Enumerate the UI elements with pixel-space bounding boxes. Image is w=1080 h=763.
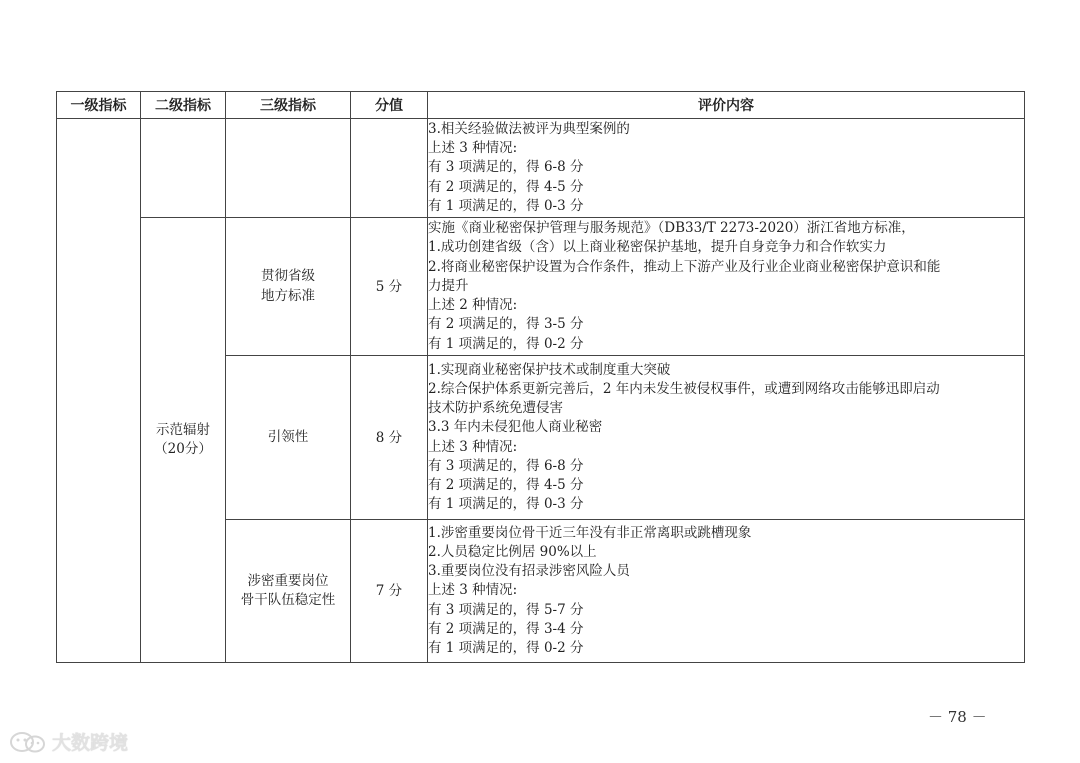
content-line: 技术防护系统免遭侵害 (428, 400, 563, 417)
tertiary-indicator-cell (226, 218, 351, 356)
content-line: 上述 3 种情况: (428, 438, 518, 455)
score-cell: 5 分 (351, 218, 428, 356)
header-primary-indicator: 一级指标 (57, 92, 141, 119)
page-number: － 78 － (928, 708, 987, 726)
primary-indicator-cell (57, 119, 141, 663)
content-line: 1.涉密重要岗位骨干近三年没有非正常离职或跳槽现象 (428, 524, 752, 541)
tertiary-indicator-name: 贯彻省级 (261, 268, 315, 285)
secondary-indicator-name: 示范辐射 (156, 421, 210, 438)
content-line: 3.重要岗位没有招录涉密风险人员 (428, 563, 630, 580)
content-line: 2.将商业秘密保护设置为合作条件，推动上下游产业及行业企业商业秘密保护意识和能 (428, 258, 941, 275)
content-line: 2.人员稳定比例居 90%以上 (428, 543, 597, 560)
evaluation-content-cell (428, 356, 1025, 520)
secondary-indicator-points: （20分） (154, 441, 212, 457)
watermark (8, 728, 128, 755)
score-cell: 7 分 (351, 520, 428, 663)
evaluation-content-cell (428, 218, 1025, 356)
watermark-text: 大数跨境 (52, 732, 129, 754)
content-line: 有 2 项满足的，得 3-4 分 (428, 620, 584, 637)
tertiary-indicator-cell (226, 356, 351, 520)
score-cell (351, 119, 428, 218)
tertiary-indicator-name: 引领性 (267, 428, 309, 445)
content-line: 1.成功创建省级（含）以上商业秘密保护基地，提升自身竞争力和合作软实力 (428, 239, 887, 256)
evaluation-content-cell (428, 520, 1025, 663)
content-line: 有 3 项满足的，得 6-8 分 (428, 159, 584, 176)
tertiary-indicator-cell (226, 119, 351, 218)
tertiary-indicator-cell (226, 520, 351, 663)
table-row (57, 218, 1025, 356)
content-line: 1.实现商业秘密保护技术或制度重大突破 (428, 361, 671, 378)
secondary-indicator-cell (141, 119, 226, 218)
tertiary-indicator-name: 骨干队伍稳定性 (240, 592, 336, 608)
content-line: 有 1 项满足的，得 0-2 分 (428, 640, 584, 656)
header-evaluation-content: 评价内容 (428, 92, 1025, 119)
content-line: 3.相关经验做法被评为典型案例的 (428, 120, 630, 137)
evaluation-table (56, 91, 1025, 663)
content-line: 有 2 项满足的，得 4-5 分 (428, 476, 584, 493)
content-line: 有 3 项满足的，得 5-7 分 (428, 601, 584, 618)
secondary-indicator-cell (141, 218, 226, 663)
content-line: 实施《商业秘密保护管理与服务规范》（DB33/T 2273-2020）浙江省地方标准， (428, 220, 915, 237)
tertiary-indicator-name: 地方标准 (261, 287, 315, 304)
content-line: 有 1 项满足的，得 0-3 分 (428, 496, 584, 513)
content-line: 有 1 项满足的，得 0-2 分 (428, 335, 584, 352)
evaluation-content-cell (428, 119, 1025, 218)
header-secondary-indicator: 二级指标 (141, 92, 226, 119)
header-score: 分值 (351, 92, 428, 119)
content-line: 上述 3 种情况: (428, 582, 518, 599)
content-line: 2.综合保护体系更新完善后，2 年内未发生被侵权事件，或遭到网络攻击能够迅即启动 (428, 380, 940, 397)
content-line: 有 1 项满足的，得 0-3 分 (428, 197, 584, 214)
table-header-row (57, 92, 1025, 119)
content-line: 有 2 项满足的，得 4-5 分 (428, 178, 584, 195)
content-line: 上述 2 种情况: (428, 297, 518, 314)
content-line: 力提升 (428, 277, 469, 294)
header-tertiary-indicator: 三级指标 (226, 92, 351, 119)
content-line: 有 2 项满足的，得 3-5 分 (428, 316, 584, 333)
content-line: 3.3 年内未侵犯他人商业秘密 (428, 419, 603, 436)
wechat-logo-icon (8, 730, 48, 754)
content-line: 有 3 项满足的，得 6-8 分 (428, 457, 584, 474)
tertiary-indicator-name: 涉密重要岗位 (247, 572, 329, 589)
table-row (57, 119, 1025, 218)
content-line: 上述 3 种情况: (428, 140, 518, 157)
score-cell: 8 分 (351, 356, 428, 520)
